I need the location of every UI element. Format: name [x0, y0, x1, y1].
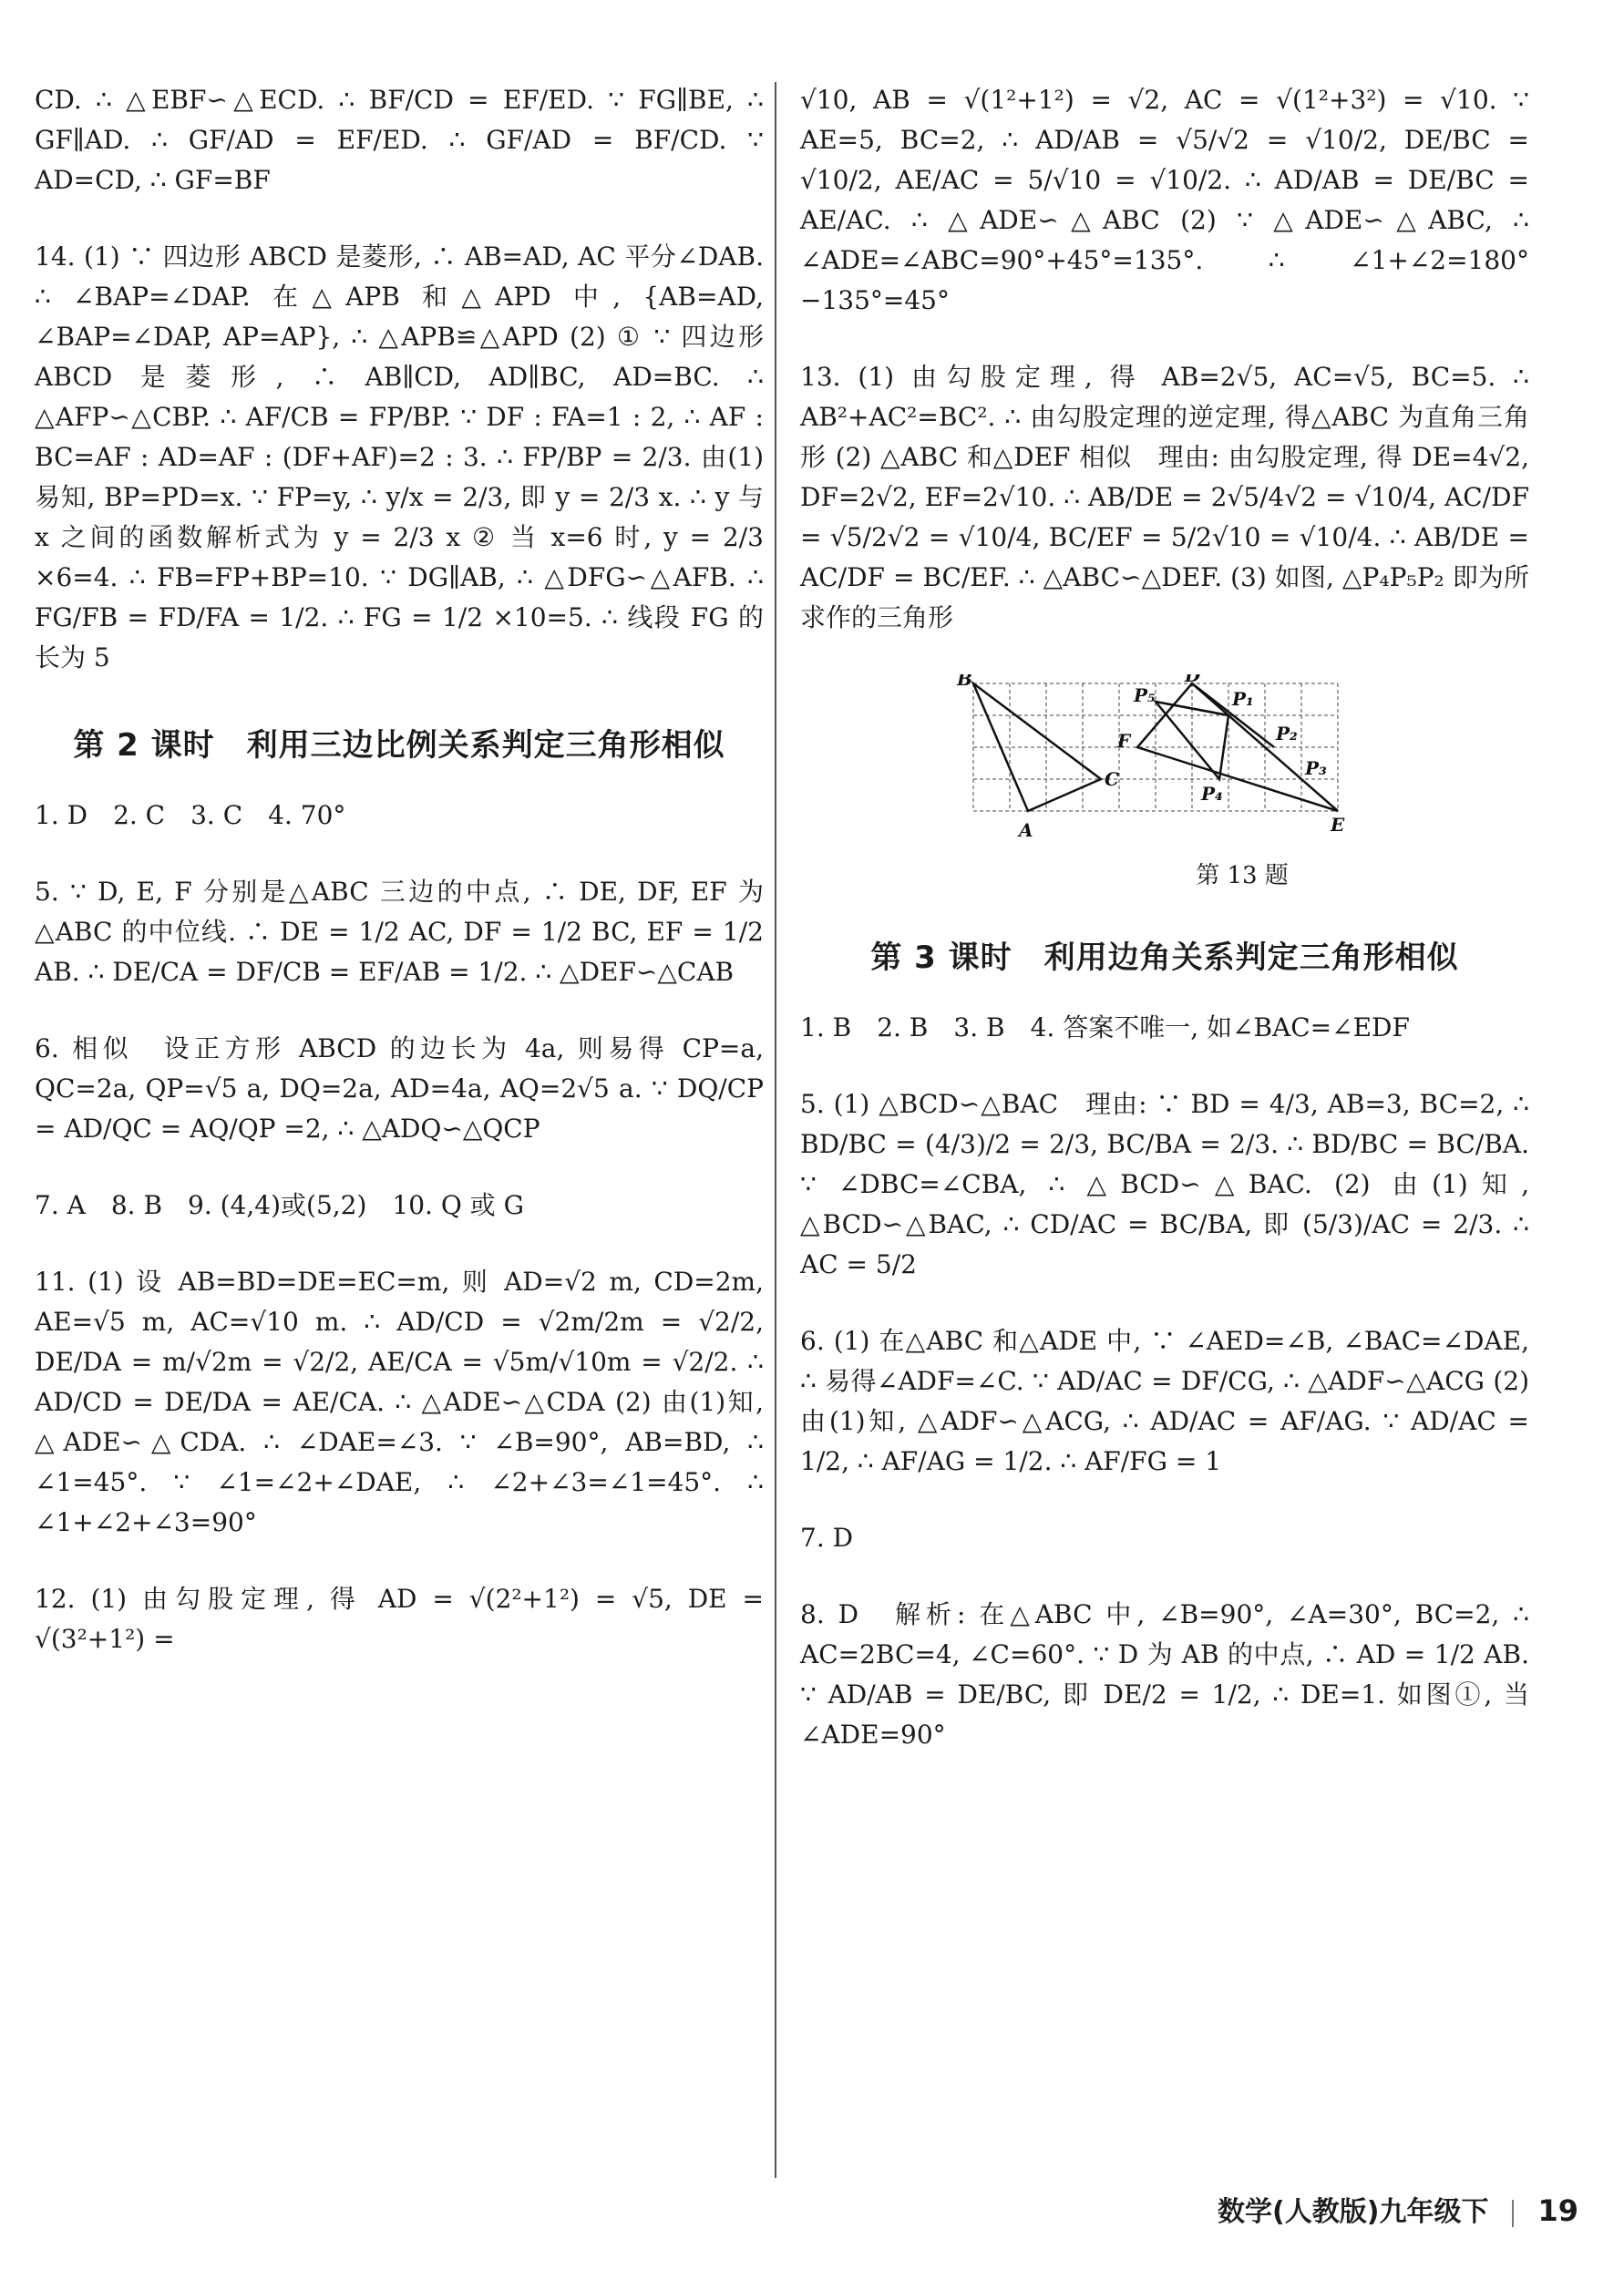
page-number: 19: [1537, 2193, 1578, 2228]
question-6: 6. 相似 设正方形 ABCD 的边长为 4a, 则易得 CP=a, QC=2a, QP=√5 a, DQ=2a, AD=4a, AQ=2√5 a. ∵ DQ/CP = AD/QC = AQ/QP =2, ∴ △ADQ∽△QCP: [35, 1033, 764, 1144]
label-P3: P₃: [1305, 757, 1327, 779]
book-title: 数学(人教版)九年级下: [1218, 2196, 1489, 2228]
label-P4: P₄: [1201, 783, 1223, 805]
figure-caption: 第 13 题: [1196, 862, 1289, 889]
question-13: 13. (1) 由勾股定理, 得 AB=2√5, AC=√5, BC=5. ∴ AB²+AC²=BC². ∴ 由勾股定理的逆定理, 得△ABC 为直角三角形 (2) △ABC 和△DEF 相似 理由: 由勾股定理, 得 DE=4√2, DF=2√2, EF=2√10. ∴ AB/DE = 2√5/4√2 = √10/4, AC/DF = √5/2√2 = √10/4, BC/EF = 5/2√10 = √10/4. ∴ AB/DE = AC/DF = BC/EF. ∴ △ABC∽△DEF. (3) 如图, △P₄P₅P₂ 即为所求作的三角形: [800, 362, 1529, 632]
page-footer: [1218, 2189, 1578, 2229]
label-P5: P₅: [1134, 684, 1156, 706]
label-B: B: [957, 674, 972, 690]
grid-figure: [955, 674, 1356, 847]
question-11: 11. (1) 设 AB=BD=DE=EC=m, 则 AD=√2 m, CD=2m, AE=√5 m, AC=√10 m. ∴ AD/CD = √2m/2m = √2/2, DE/DA = m/√2m = √2/2, AE/CA = √5m/√10m = √2/2. ∴ AD/CD = DE/DA = AE/CA. ∴ △ADE∽△CDA (2) 由(1)知, △ADE∽△CDA. ∴ ∠DAE=∠3. ∵ ∠B=90°, AB=BD, ∴ ∠1=45°. ∵ ∠1=∠2+∠DAE, ∴ ∠2+∠3=∠1=45°. ∴ ∠1+∠2+∠3=90°: [35, 1267, 764, 1537]
answers-1-4: 1. D 2. C 3. C 4. 70°: [35, 800, 346, 830]
question-6-sec3: 6. (1) 在△ABC 和△ADE 中, ∵ ∠AED=∠B, ∠BAC=∠DAE, ∴ 易得∠ADF=∠C. ∵ AD/AC = DF/CG, ∴ △ADF∽△ACG (2) 由(1)知, △ADF∽△ACG, ∴ AD/AC = AF/AG. ∵ AD/AC = 1/2, ∴ AF/AG = 1/2. ∴ AF/FG = 1: [800, 1326, 1529, 1476]
question-5-sec3: 5. (1) △BCD∽△BAC 理由: ∵ BD = 4/3, AB=3, BC=2, ∴ BD/BC = (4/3)/2 = 2/3, BC/BA = 2/3. ∴ BD/BC = BC/BA. ∵ ∠DBC=∠CBA, ∴ △BCD∽△BAC. (2) 由(1)知, △BCD∽△BAC, ∴ CD/AC = BC/BA, 即 (5/3)/AC = 2/3. ∴ AC = 5/2: [800, 1089, 1529, 1279]
label-F: F: [1117, 730, 1131, 752]
question-8-sec3: 8. D 解析: 在△ABC 中, ∠B=90°, ∠A=30°, BC=2, ∴ AC=2BC=4, ∠C=60°. ∵ D 为 AB 的中点, ∴ AD = 1/2 AB. ∵ AD/AB = DE/BC, 即 DE/2 = 1/2, ∴ DE=1. 如图①, 当∠ADE=90°: [800, 1599, 1529, 1750]
question-12-continued: √10, AB = √(1²+1²) = √2, AC = √(1²+3²) = √10. ∵ AE=5, BC=2, ∴ AD/AB = √5/√2 = √10/2, DE/BC = √10/2, AE/AC = 5/√10 = √10/2. ∴ AD/AB = DE/BC = AE/AC. ∴ △ADE∽△ABC (2) ∵ △ADE∽△ABC, ∴ ∠ADE=∠ABC=90°+45°=135°. ∴ ∠1+∠2=180°−135°=45°: [800, 85, 1529, 315]
question-12-start: 12. (1) 由勾股定理, 得 AD = √(2²+1²) = √5, DE = √(3²+1²) =: [35, 1584, 764, 1654]
label-P2: P₂: [1276, 723, 1298, 745]
figure-13: [955, 674, 1529, 890]
section-3-title: 第 3 课时 利用边角关系判定三角形相似: [870, 940, 1459, 976]
label-P1: P₁: [1232, 688, 1254, 710]
answers-1-4-sec3: 1. B 2. B 3. B 4. 答案不唯一, 如∠BAC=∠EDF: [800, 1012, 1410, 1042]
left-column: [35, 80, 764, 1696]
label-E: E: [1331, 814, 1345, 836]
footer-separator: [1512, 2200, 1514, 2227]
carry-over-solution: CD. ∴ △EBF∽△ECD. ∴ BF/CD = EF/ED. ∵ FG∥BE, ∴ GF∥AD. ∴ GF/AD = EF/ED. ∴ GF/AD = BF/CD. ∵ AD=CD, ∴ GF=BF: [35, 85, 764, 195]
right-column: [800, 80, 1529, 1792]
column-divider: [775, 82, 776, 2178]
label-A: A: [1019, 819, 1033, 841]
question-14: 14. (1) ∵ 四边形 ABCD 是菱形, ∴ AB=AD, AC 平分∠DAB. ∴ ∠BAP=∠DAP. 在△APB 和△APD 中, {AB=AD, ∠BAP=∠DAP, AP=AP}, ∴ △APB≌△APD (2) ① ∵ 四边形 ABCD 是菱形, ∴ AB∥CD, AD∥BC, AD=BC. ∴ △AFP∽△CBP. ∴ AF/CB = FP/BP. ∵ DF : FA=1 : 2, ∴ AF : BC=AF : AD=AF : (DF+AF)=2 : 3. ∴ FP/BP = 2/3. 由(1)易知, BP=PD=x. ∵ FP=y, ∴ y/x = 2/3, 即 y = 2/3 x. ∴ y 与 x 之间的函数解析式为 y = 2/3 x ② 当 x=6 时, y = 2/3 ×6=4. ∴ FB=FP+BP=10. ∵ DG∥AB, ∴ △DFG∽△AFB. ∴ FG/FB = FD/FA = 1/2. ∴ FG = 1/2 ×10=5. ∴ 线段 FG 的长为 5: [35, 241, 764, 673]
label-C: C: [1105, 768, 1119, 790]
answers-7-10: 7. A 8. B 9. (4,4)或(5,2) 10. Q 或 G: [35, 1190, 524, 1220]
section-2-title: 第 2 课时 利用三边比例关系判定三角形相似: [73, 727, 725, 764]
label-D: D: [1185, 674, 1201, 686]
question-5: 5. ∵ D, E, F 分别是△ABC 三边的中点, ∴ DE, DF, EF 为△ABC 的中位线. ∴ DE = 1/2 AC, DF = 1/2 BC, EF = 1/2 AB. ∴ DE/CA = DF/CB = EF/AB = 1/2. ∴ △DEF∽△CAB: [35, 877, 764, 987]
answer-7-sec3: 7. D: [800, 1523, 854, 1553]
